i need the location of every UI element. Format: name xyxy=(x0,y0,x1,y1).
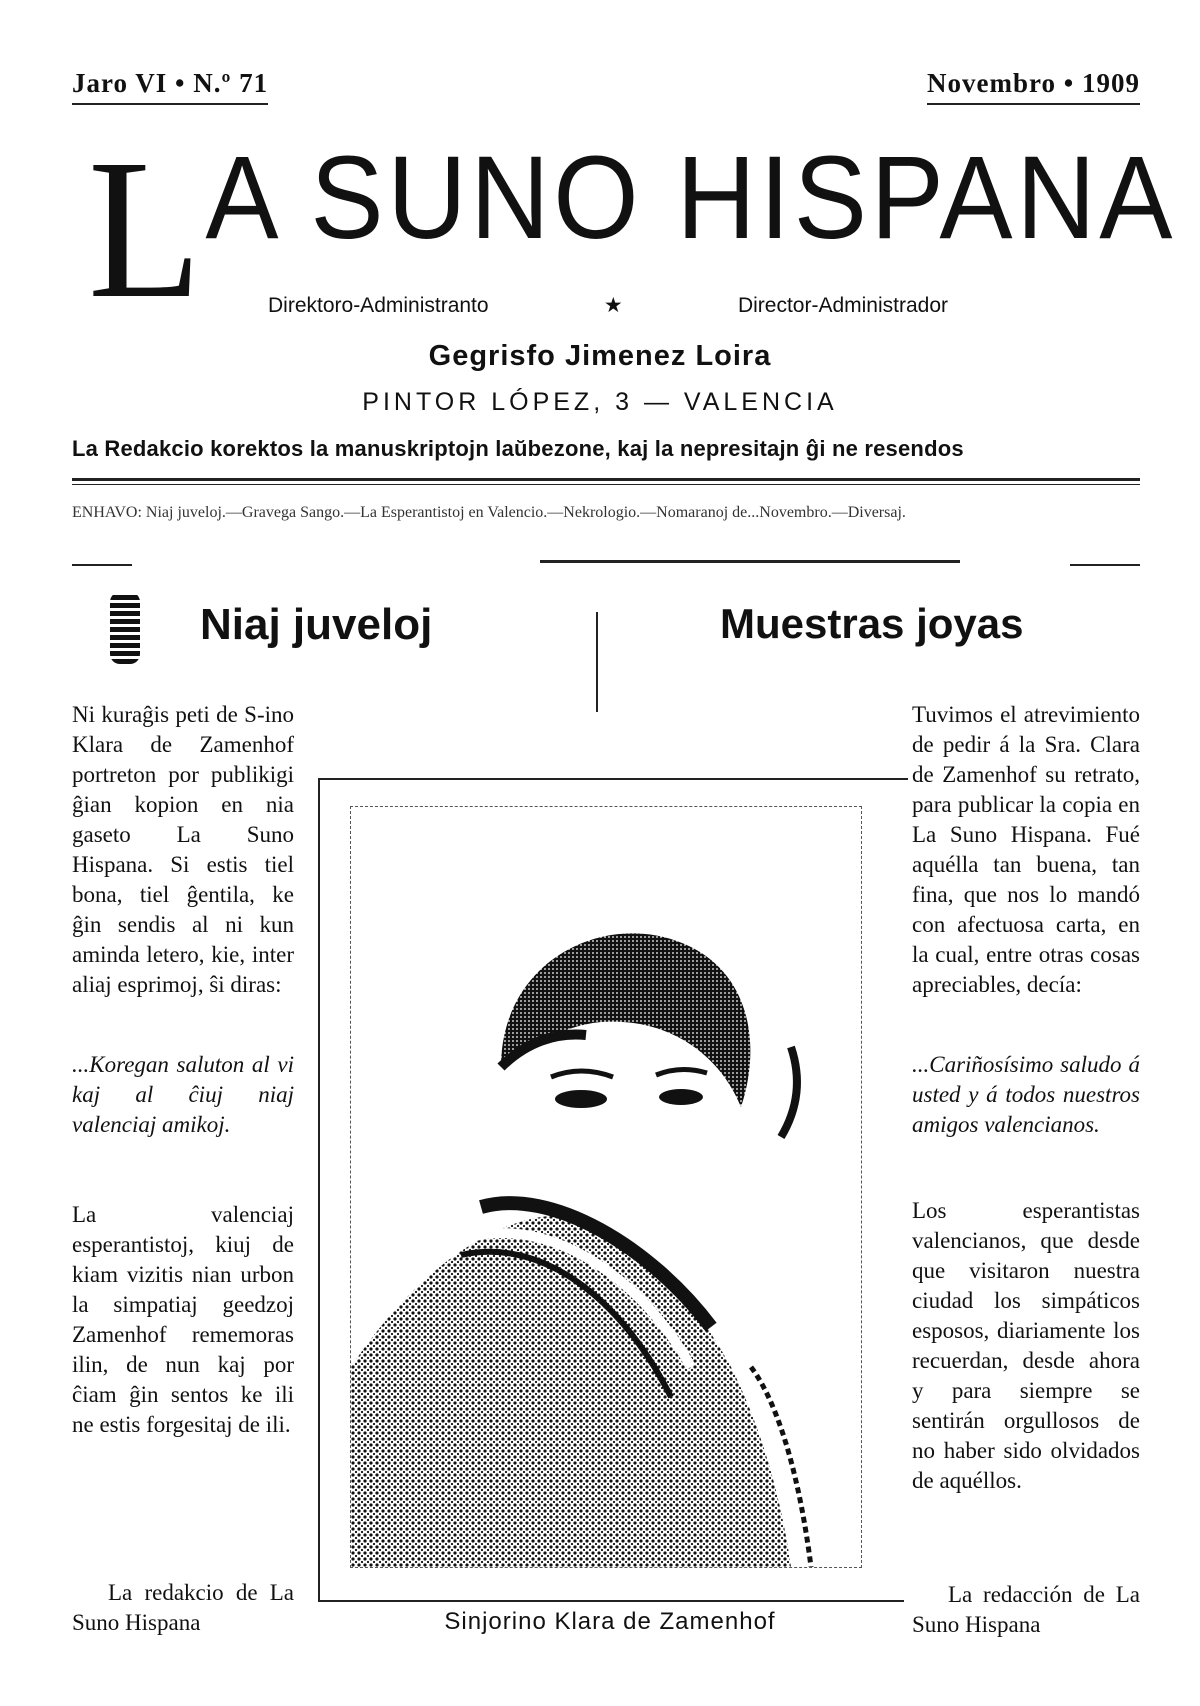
article-eo-intro: Ni kuraĝis peti de S-ino Klara de Zamenhof portreton por publikigi ĝian kopion en nia gaseto La Suno Hispana. Si estis tiel bona, tiel ĝentila, ke ĝin sendis al ni kun aminda letero, kie, inter aliaj esprimoj, ŝi diras: xyxy=(72,702,294,997)
portrait-image xyxy=(351,807,861,1567)
rule-top-thin xyxy=(72,484,1140,485)
ornament-icon xyxy=(110,592,140,664)
article-eo-quote: ...Koregan saluton al vi kaj al ĉiuj niaj valenciaj amikoj. xyxy=(72,1052,294,1137)
masthead-roles xyxy=(268,293,948,318)
address: PINTOR LÓPEZ, 3 — VALENCIA xyxy=(362,388,838,416)
title-initial: L xyxy=(88,119,206,340)
heading-spanish: Muestras joyas xyxy=(720,600,1024,647)
issue-date: Novembro • 1909 xyxy=(927,68,1140,105)
article-eo-body: La valenciaj esperantistoj, kiuj de kiam vizitis nian urbon la simpatiaj geedzoj Zamenhof rememoras ilin, de nun kaj por ĉiam ĝin sentos ke ili ne estis forgesitaj de ili. xyxy=(72,1202,294,1437)
contents-summary: ENHAVO: Niaj juveloj.—Gravega Sango.—La Esperantistoj en Valencio.—Nekrologio.—Nomaranoj de...Novembro.—Diversaj. xyxy=(72,504,906,521)
photo-caption: Sinjorino Klara de Zamenhof xyxy=(444,1608,776,1635)
issue-number: Jaro VI • N.º 71 xyxy=(72,68,268,105)
title-rest: A SUNO HISPANA xyxy=(205,132,1177,264)
article-es-signature: La redacción de La Suno Hispana xyxy=(912,1582,1140,1637)
column-divider xyxy=(596,612,598,712)
article-es-body: Los esperantistas valencianos, que desde que visitaron nuestra ciudad los simpáticos esposos, diariamente los recuerdan, desde ahora y para siempre se sentirán orgullosos de no haber sido olvidados de aquéllos. xyxy=(912,1198,1140,1493)
article-es-quote: ...Cariñosísimo saludo á usted y á todos nuestros amigos valencianos. xyxy=(912,1052,1140,1137)
article-eo-signature: La redakcio de La Suno Hispana xyxy=(72,1580,294,1635)
rule-top xyxy=(72,478,1140,481)
rule-mid-left xyxy=(72,564,132,566)
star-icon: ★ xyxy=(603,294,623,317)
role-esperanto: Direktoro-Administranto xyxy=(268,293,489,317)
portrait-photo xyxy=(350,806,862,1568)
heading-esperanto: Niaj juveloj xyxy=(200,600,433,649)
editor-name: Gegrisfo Jimenez Loira xyxy=(428,340,772,372)
rule-mid-right xyxy=(1070,564,1140,566)
rule-mid xyxy=(540,560,960,563)
article-es-intro: Tuvimos el atrevimiento de pedir á la Sra. Clara de Zamenhof su retrato, para publicar la copia en La Suno Hispana. Fué aquélla tan buena, tan fina, que nos lo mandó con afectuosa carta, en la cual, entre otras cosas apreciables, decía: xyxy=(912,702,1140,997)
editorial-notice: La Redakcio korektos la manuskriptojn laŭbezone, kaj la nepresitajn ĝi ne resendos xyxy=(72,436,964,461)
role-spanish: Director-Administrador xyxy=(737,293,948,317)
